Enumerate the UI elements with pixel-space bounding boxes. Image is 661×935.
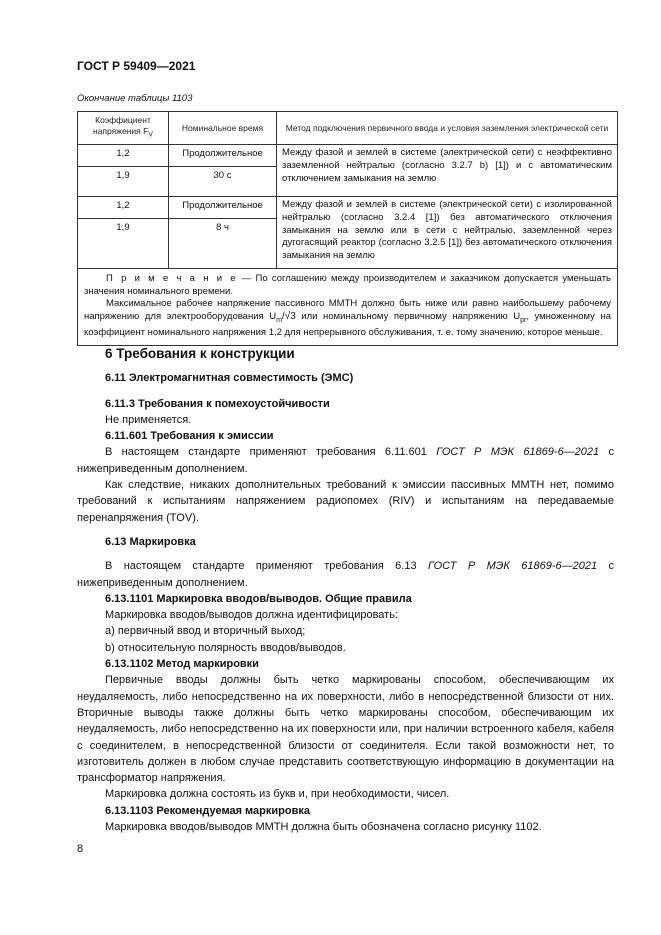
col-header-method: Метод подключения первичного ввода и условия заземления электрической сети bbox=[277, 112, 618, 145]
paragraph: Как следствие, никаких дополнительных требований к эмиссии пассивных ММТН нет, помимо требований к испытаниям напряжением радиопомех (RIV) и испытаниям на передаваемые перенапряжения (TOV). bbox=[77, 479, 614, 524]
voltage-factor-table bbox=[77, 111, 618, 346]
cell-time: Продолжительное bbox=[169, 197, 277, 219]
subsection-heading: 6.11 Электромагнитная совместимость (ЭМС) bbox=[105, 372, 354, 385]
cell-factor: 1,9 bbox=[78, 167, 169, 197]
paragraph: Маркировка должна состоять из букв и, при необходимости, чисел. bbox=[105, 788, 450, 801]
paragraph: Маркировка вводов/выводов ММТН должна быть обозначена согласно рисунку 1102. bbox=[105, 821, 542, 834]
standard-reference: ГОСТ Р МЭК 61869-6—2021 bbox=[428, 560, 598, 573]
cell-factor: 1,2 bbox=[78, 145, 169, 167]
list-item: b) относительную полярность вводов/выводов. bbox=[105, 641, 346, 654]
subsection-heading: 6.13.1102 Метод маркировки bbox=[105, 658, 259, 671]
paragraph: В настоящем стандарте применяют требования 6.11.601 ГОСТ Р МЭК 61869-6—2021 с нижеприведенным дополнением. bbox=[77, 446, 614, 475]
subsection-heading: 6.13.1101 Маркировка вводов/выводов. Общие правила bbox=[105, 592, 412, 605]
subsection-heading: 6.13.1103 Рекомендуемая маркировка bbox=[105, 804, 310, 817]
paragraph: Маркировка вводов/выводов должна идентифицировать: bbox=[105, 609, 398, 622]
cell-method: Между фазой и землей в системе (электрической сети) с изолированной нейтралью (согласно 3.2.4 [1]) без автоматического отключения замыкания на землю или в сети с нейтралью, заземленной через дугогасящий реактор (согласно 3.2.5 [1]) без автоматического отключения замыкания на землю bbox=[277, 197, 618, 269]
section-heading: 6 Требования к конструкции bbox=[105, 346, 295, 361]
standard-reference: ГОСТ Р МЭК 61869-6—2021 bbox=[436, 446, 600, 459]
note-voltage: Максимальное рабочее напряжение пассивного ММТН должно быть ниже или равно наибольшему рабочему напряжению для электрооборудования $U_m/√3$ или номинальному первичному напряжению $U_{pr}$, умноженному на коэффициент номинального напряжения 1,2 для непрерывного обслуживания, т. е. тому значению, которое меньше. bbox=[84, 298, 611, 338]
col-header-time: Номинальное время bbox=[169, 112, 277, 145]
table-row bbox=[78, 145, 618, 167]
paragraph: Первичные вводы должны быть четко маркированы способом, обеспечивающим их неудаляемость, либо непосредственно на их поверхности, либо в непосредственной близости от них. Вторичные выводы также должны быть четко маркированы способом, обеспечивающим их неудаляемость, либо непосредственно на их поверхности или, при наличии встроенного кабеля, кабеля с соединителем, в непосредственной близости от соединителя. Если такой возможности нет, то изготовитель должен в любом случае представить соответствующую информацию в документации на трансформатор напряжения. bbox=[77, 674, 614, 785]
col-header-factor: Коэффициент напряжения $F_V$ bbox=[78, 112, 169, 145]
list-item: a) первичный ввод и вторичный выход; bbox=[105, 625, 306, 638]
subsection-heading: 6.11.601 Требования к эмиссии bbox=[105, 430, 274, 443]
table-caption: Окончание таблицы 1103 bbox=[77, 93, 193, 104]
note-label: П р и м е ч а н и е bbox=[106, 273, 238, 284]
cell-time: 8 ч bbox=[169, 219, 277, 269]
table-note-row bbox=[78, 269, 618, 346]
paragraph: Не применяется. bbox=[105, 413, 192, 426]
page-number: 8 bbox=[77, 843, 84, 855]
document-id: ГОСТ Р 59409—2021 bbox=[77, 59, 196, 73]
cell-time: Продолжительное bbox=[169, 145, 277, 167]
cell-time: 30 с bbox=[169, 167, 277, 197]
cell-factor: 1,2 bbox=[78, 197, 169, 219]
subsection-heading: 6.13 Маркировка bbox=[105, 535, 196, 548]
cell-factor: 1,9 bbox=[78, 219, 169, 269]
note-text: — По соглашению между производителем и заказчиком допускается уменьшать значения номинального времени. bbox=[84, 273, 611, 297]
main-content bbox=[77, 346, 614, 835]
table-header-row bbox=[78, 112, 618, 145]
paragraph: В настоящем стандарте применяют требования 6.13 ГОСТ Р МЭК 61869-6—2021 с нижеприведенным дополнением. bbox=[77, 560, 614, 589]
table-row bbox=[78, 197, 618, 219]
subsection-heading: 6.11.3 Требования к помехоустойчивости bbox=[105, 397, 330, 410]
table-note bbox=[78, 269, 618, 346]
cell-method: Между фазой и землей в системе (электрической сети) с неэффективно заземленной нейтралью (согласно 3.2.7 b) [1]) и с автоматическим отключением замыкания на землю bbox=[277, 145, 618, 197]
